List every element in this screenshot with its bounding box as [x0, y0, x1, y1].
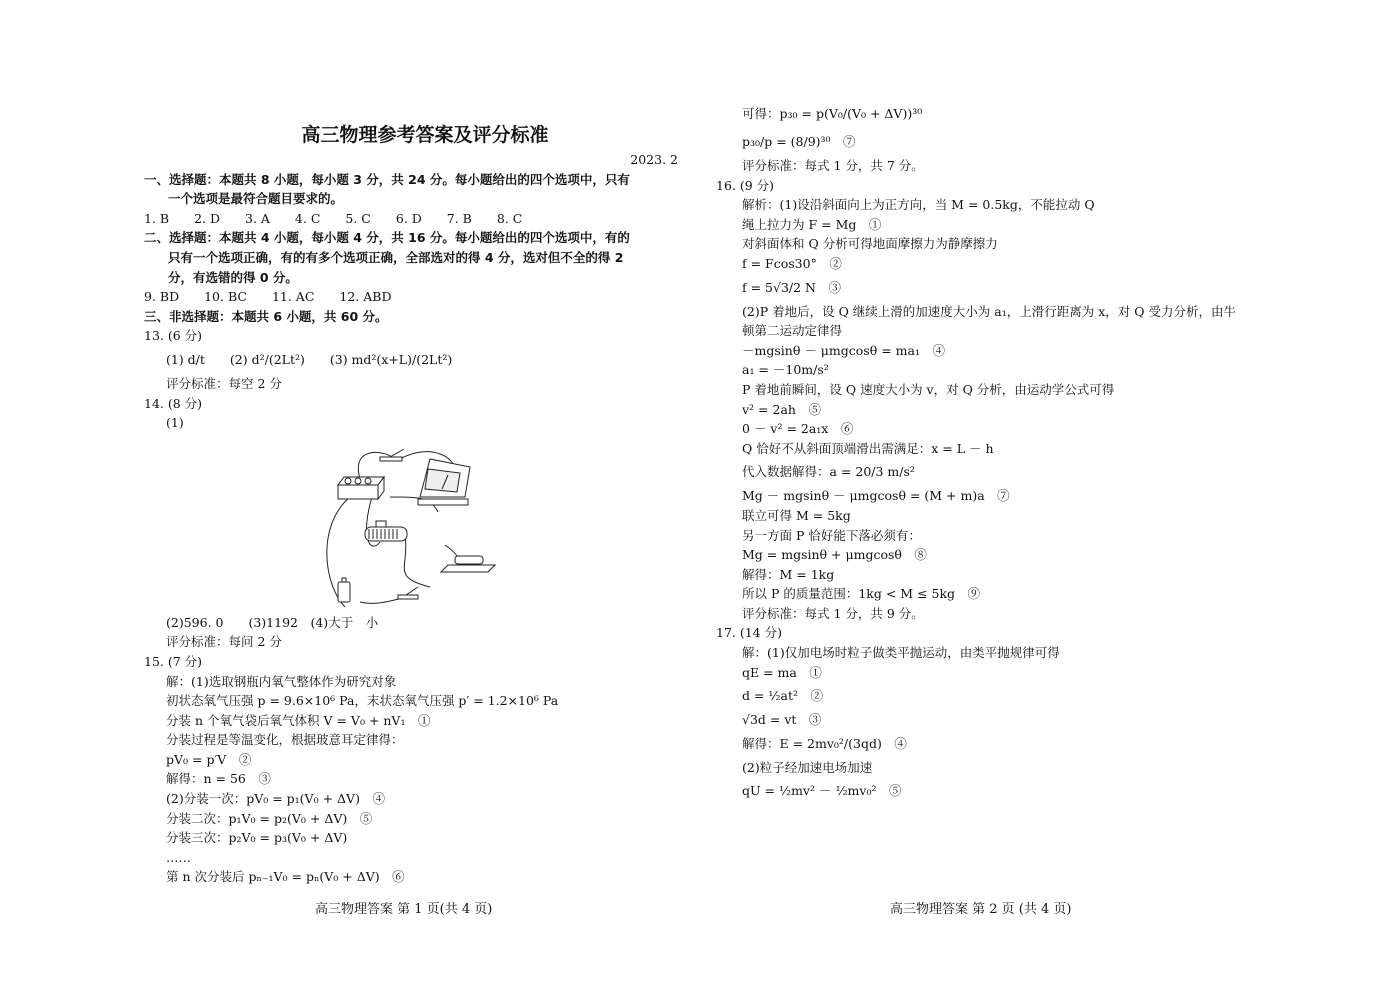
text-line: 评分标准：每式 1 分，共 9 分。: [742, 605, 924, 621]
text-line: 解得：M = 1kg: [742, 566, 835, 582]
text-line: (2)P 着地后，设 Q 继续上滑的加速度大小为 a₁，上滑行距离为 x，对 Q 受力分析，由牛: [742, 303, 1236, 319]
text-line: 联立可得 M = 5kg: [742, 507, 851, 523]
text-line: 二、选择题：本题共 4 小题，每小题 4 分，共 16 分。每小题给出的四个选项中，有的: [144, 230, 630, 246]
text-line: Mg － mgsinθ － μmgcosθ = (M + m)a ⑦: [742, 488, 1010, 504]
text-line: (2)分装一次：pV₀ = p₁(V₀ + ΔV) ④: [166, 791, 385, 807]
circuit-figure: [320, 437, 530, 607]
text-line: 9. BD 10. BC 11. AC 12. ABD: [144, 289, 392, 305]
text-line: 初状态氧气压强 p = 9.6×10⁶ Pa，末状态氧气压强 p′ = 1.2×10⁶ Pa: [166, 693, 559, 709]
text-line: 分装过程是等温变化，根据玻意耳定律得：: [166, 732, 404, 748]
text-line: 分，有选错的得 0 分。: [168, 269, 298, 285]
page-title: 高三物理参考答案及评分标准: [301, 124, 549, 146]
footer-right: 高三物理答案 第 2 页 (共 4 页): [890, 902, 1072, 917]
text-line: P 着地前瞬间，设 Q 速度大小为 v，对 Q 分析，由运动学公式可得: [742, 381, 1115, 397]
text-line: 0 － v² = 2a₁x ⑥: [742, 421, 854, 437]
text-line: 绳上拉力为 F = Mg ①: [742, 216, 882, 232]
text-line: Mg = mgsinθ + μmgcosθ ⑧: [742, 547, 927, 563]
text-line: (2)粒子经加速电场加速: [742, 759, 873, 775]
text-line: 代入数据解得：a = 20/3 m/s²: [742, 464, 915, 480]
left-lines: [144, 170, 684, 433]
text-line: 所以 P 的质量范围：1kg < M ≤ 5kg ⑨: [742, 586, 981, 602]
text-line: 解得：n = 56 ③: [166, 771, 271, 787]
text-line: 分装 n 个氧气袋后氧气体积 V = V₀ + nV₁ ①: [166, 712, 431, 728]
footer-left: 高三物理答案 第 1 页(共 4 页): [315, 902, 493, 917]
text-line: ……: [166, 849, 191, 865]
text-line: 评分标准：每式 1 分，共 7 分。: [742, 158, 924, 173]
date: 2023. 2: [630, 152, 678, 167]
text-line: (2)596. 0 (3)1192 (4)大于 小: [166, 614, 379, 630]
text-line: (1): [166, 415, 184, 431]
text-line: a₁ = －10m/s²: [742, 362, 829, 378]
text-line: √3d = vt ③: [742, 712, 822, 728]
text-line: Q 恰好不从斜面顶端滑出需满足：x = L － h: [742, 440, 994, 456]
text-line: 评分标准：每问 2 分: [166, 634, 282, 650]
text-line: 13. (6 分): [144, 328, 203, 344]
text-line: 顿第二运动定律得: [742, 323, 843, 339]
text-line: qU = ½mv² － ½mv₀² ⑤: [742, 783, 902, 799]
text-line: pV₀ = p′V ②: [166, 751, 252, 767]
text-line: 第 n 次分装后 pₙ₋₁V₀ = pₙ(V₀ + ΔV) ⑥: [166, 869, 405, 885]
text-line: 15. (7 分): [144, 653, 203, 669]
text-line: f = Fcos30° ②: [742, 255, 842, 271]
text-line: v² = 2ah ⑤: [742, 401, 821, 417]
left-column: [144, 118, 684, 887]
text-line: 分装二次：p₁V₀ = p₂(V₀ + ΔV) ⑤: [166, 810, 373, 826]
text-line: f = 5√3/2 N ③: [742, 279, 841, 295]
text-line: 解得：E = 2mv₀²/(3qd) ④: [742, 735, 907, 751]
text-line: 1. B 2. D 3. A 4. C 5. C 6. D 7. B 8. C: [144, 210, 523, 226]
circuit-diagram-icon: [320, 437, 530, 607]
text-line: 可得：p₃₀ = p(V₀/(V₀ + ΔV))³⁰: [742, 106, 923, 121]
text-line: 解：(1)选取钢瓶内氧气整体作为研究对象: [166, 673, 397, 689]
text-line: 评分标准：每空 2 分: [166, 375, 282, 391]
text-line: －mgsinθ － μmgcosθ = ma₁ ④: [742, 342, 945, 358]
text-line: 三、非选择题：本题共 6 小题，共 60 分。: [144, 308, 388, 324]
text-line: p₃₀/p = (8/9)³⁰ ⑦: [742, 134, 856, 149]
text-line: d = ½at² ②: [742, 688, 824, 704]
text-line: 解析：(1)设沿斜面向上为正方向，当 M = 0.5kg，不能拉动 Q: [742, 197, 1095, 213]
text-line: 对斜面体和 Q 分析可得地面摩擦力为静摩擦力: [742, 236, 998, 252]
left-lines-after-figure: [144, 613, 684, 887]
text-line: 另一方面 P 恰好能下落必须有：: [742, 527, 921, 543]
right-column: [716, 100, 1276, 805]
text-line: 解：(1)仅加电场时粒子做类平抛运动，由类平抛规律可得: [742, 645, 1060, 661]
text-line: 只有一个选项正确，有的有多个选项正确，全部选对的得 4 分，选对但不全的得 2: [168, 249, 624, 265]
text-line: 分装三次：p₂V₀ = p₃(V₀ + ΔV): [166, 830, 348, 846]
text-line: 17. (14 分): [716, 625, 782, 641]
text-line: 14. (8 分): [144, 395, 203, 411]
text-line: 一个选项是最符合题目要求的。: [168, 191, 344, 207]
right-lines: [716, 100, 1276, 805]
text-line: qE = ma ①: [742, 664, 822, 680]
text-line: 16. (9 分): [716, 177, 775, 193]
text-line: (1) d/t (2) d²/(2Lt²) (3) md²(x+L)/(2Lt²): [166, 351, 453, 367]
text-line: 一、选择题：本题共 8 小题，每小题 3 分，共 24 分。每小题给出的四个选项中，只有: [144, 171, 630, 187]
